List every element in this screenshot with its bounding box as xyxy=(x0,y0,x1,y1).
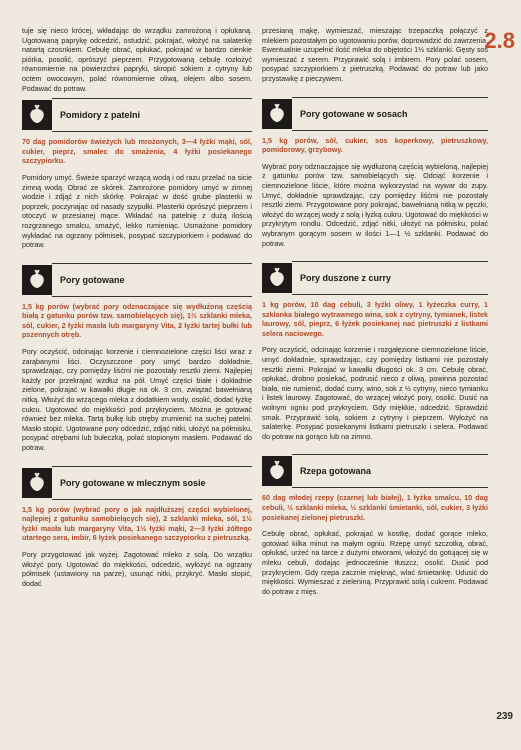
recipe-title: Pory gotowane w mlecznym sosie xyxy=(60,477,206,488)
ingredients-text: 60 dag młodej rzepy (czarnej lub białej), 1 łyżka smalcu, 10 dag cebuli, ½ szklanki mleka, ½ szklanki śmietanki, sól, cukier, 3 łyżki posiekanej zielonej pietruszki. xyxy=(262,493,488,522)
recipe-header-pomidory xyxy=(22,99,252,131)
recipe-header-pory-w-sosach xyxy=(262,98,488,130)
recipe-body-text: Pory oczyścić, odcinając korzenie i ciemnozielone części liści wraz z zarąbanymi liści. Oczyszczone pory umyć bardzo dokładnie, sprawdzając, czy pomiędzy liśćmi nie pozostały resztki ziemi. Najlepiej każdy por przekrajać wzdłuż na pół. Umyć części białe i dokładnie zielone, pokrajać w kawałki długie na ok. 3 cm, związać bawełnianą nitką. Włożyć do wrzącego mleka z dodatkiem wody, osolić, dodać łyżkę cukru. Ugotować do miękkości pod przykryciem. Można je gotować również bez mleka. Tartą bułkę lub otręby zrumienić na suchej patelni. Masło stopić. Ugotowane pory odcedzić, zdjąć nitki, ułożyć na półmisku, posypać otrębami lub bułeczką, polać stopionym masłem. Podawać do potraw. xyxy=(22,347,252,452)
recipe-title-bar xyxy=(292,261,488,295)
recipe-header-pory-mleczny-sos xyxy=(22,467,252,499)
recipe-header-rzepa xyxy=(262,455,488,487)
recipe-title-bar xyxy=(292,97,488,131)
vegetable-icon xyxy=(262,456,292,486)
recipe-title: Pory gotowane xyxy=(60,274,125,285)
recipe-body-text: Cebulę obrać, opłukać, pokrajać w kostkę, dodać gorące mleko, gotować kilka minut na małym ogniu. Rzepę umyć szczotką, obrać, opłukać, urżeć na tarce z dużymi otworami, włożyć do gotującej się w mleku cebuli, dodając jednocześnie tłuszcz, osolić. Dusić pod przykryciem. Gdy rzepa zacznie mięknąć, wlać śmietankę. Udusić do miękkości. Wymieszać z zieleniną. Przyprawić solą i cukrem. Podawać do potraw z mięs. xyxy=(262,529,488,596)
ingredients-text: 1,5 kg porów (wybrać pory odznaczające się wydłużoną częścią białą z gatunku porów tzw. samobielących się), 1½ szklanki mleka, sól, cukier, 2 łyżki masła lub margaryny Vita, 2 łyżki tartej bułki lub pszennych otręb. xyxy=(22,301,252,340)
vegetable-icon xyxy=(262,263,292,293)
recipe-header-pory-gotowane xyxy=(22,264,252,296)
recipe-title-bar xyxy=(52,98,252,132)
chapter-number: 2.8 xyxy=(484,28,515,53)
ingredients-text: 1,5 kg porów, sól, cukier, sos koperkowy, pietruszkowy, pomidorowy, grzybowy. xyxy=(262,135,488,155)
page-number: 239 xyxy=(496,711,513,722)
vegetable-icon xyxy=(262,99,292,129)
recipe-header-pory-duszone xyxy=(262,262,488,294)
recipe-title-bar xyxy=(52,263,252,297)
vegetable-icon xyxy=(22,100,52,130)
ingredients-text: 1 kg porów, 10 dag cebuli, 3 łyżki oliwy, 1 łyżeczka curry, 1 szklanka białego wytrawnego wina, sok z cytryny, tymianek, listek laurowy, sól, pieprz, 6 łyżek posiekanej nać pietruszki z listkami selera naciowego. xyxy=(262,300,488,338)
recipe-title-bar xyxy=(52,466,252,500)
recipe-title: Pomidory z patelni xyxy=(60,110,141,121)
recipe-body-text: Pory przygotować jak wyżej. Zagotować mleko z solą. Do wrzątku włożyć pory. Ugotować do miękkości, odcedzić, wyłożyć na ogrzany półmisek (ustawiony na parze), usunąć nitki, przykryć. Masło stopić, dodać xyxy=(22,549,252,588)
left-intro-text: tuje się nieco krócej, wkładając do wrządku zamrożoną i opłukaną. Ugotowaną paprykę odcedzić, ostudzić, pokrajać, włożyć na salaterkę natartą czosnkiem. Cebulę obrać, opłukać, pokrajać w bardzo cienkie piórka, posolić, oprószyć pieprzem. Przygotowaną cebulę rozłożyć równomiernie na powierzchni papryki, skropić sokiem z cytryny lub octem owocowym, polać równomiernie oliwą, olejem albo sosem. Podawać do potraw. xyxy=(22,26,252,93)
recipe-title: Rzepa gotowana xyxy=(300,466,372,477)
left-column xyxy=(22,26,252,588)
recipe-title: Pory duszone z curry xyxy=(300,273,392,284)
recipe-body-text: Pory oczyścić, odcinając korzenie i rozgałęzione ciemnozielone liście, umyć dokładnie, sprawdzając, czy pomiędzy listkami nie pozostały resztki ziemi. Pokrajać w kawałki długości ok. 3 cm. Cebulę obrać, opłukać, drobno posiekać, podrusić nieco z oliwą, powinna pozostać biała, nie rumienić, dodać curry, wino, sok z ½ cytryny, nieco tymianku i listek laurowy. Zagotować, do wrzącej włożyć pory, osolić. Dusić na wolnym ogniu pod przykryciem. Gdy miękkie, odcedzić. Sprawdzić smak. Przyprawić solą, sokiem z cytryny i pieprzem. Wyłożyć na salaterkę. Posypać posiekanymi listkami pietruszki i selera. Podawać do potraw na gorąco lub na zimno. xyxy=(262,345,488,441)
recipe-body-text: Wybrać pory odznaczające się wydłużoną częścią wybieloną, najlepiej z gatunku porów tzw. samobielących się. Odciąć korzenie i ciemnozielone liście, które można wykorzystać na wywar do zupy. Umyć, dokładnie sprawdzając, czy pomiędzy liśćmi nie pozostały resztki ziemi. Przygotowane pory pokrajać, bawełnianą nitką w pęczki, włożyć do wrzącej wody z solą i łyżką cukru. Ugotować do miękkości w przykrytym rondlu. Odcedzić, zdjąć nitki, ułożyć na półmisku, polać wybranym gorącym sosem w ilości 1—1 ½ szklanki. Podawać do potraw. xyxy=(262,161,488,248)
vegetable-icon xyxy=(22,265,52,295)
right-intro-text: przesianą mąkę, wymieszać, mieszając trzepaczką połączyć z mlekiem pozostałym po ugotowaniu porów, doprowadzić do zawrzenia. Ewentualnie uzupełnić ilość mleka do objętości 1½ szklanki. Gęsty sos wymieszać z serem. Przyprawić solą i imbirem. Pory polać sosem, posypać szczypiorkiem z pietruszką. Podawać do potraw lub jako przystawkę z pieczywem. xyxy=(262,26,488,83)
ingredients-text: 70 dag pomidorów świeżych lub mrożonych, 3—4 łyżki mąki, sól, cukier, pieprz, smalec do smażenia, 4 łyżki posiekanego szczypiorku. xyxy=(22,137,252,166)
vegetable-icon xyxy=(22,468,52,498)
recipe-title: Pory gotowane w sosach xyxy=(300,108,408,119)
ingredients-text: 1,5 kg porów (wybrać pory o jak najdłuższej części wybielonej, najlepiej z gatunku samobielących się), 2 szklanki mleka, sól, 1½ łyżki masła lub margaryny Vita, 1½ łyżki mąki, 2—3 łyżki żółtego utartego sera, imbir, 6 łyżek posiekanego szczypiorku z pietruszką. xyxy=(22,504,252,543)
recipe-title-bar xyxy=(292,454,488,488)
recipe-body-text: Pomidory umyć. Świeże sparzyć wrzącą wodą i od razu przelać na sicie zimną wodą. Obrać ze skórek. Zamrożone pomidory umyć w zimnej wodzie i zdjąć z nich skórkę. Pokrajać w dość grube plasterki w poprzek, poczynając od nasady szypułki. Plasterki oprószyć pieprzem i otoczyć w przesianej mące. Wkładać na patelnię z dużą ilością rozgrzanego smalcu, smażyć, lekko rumieniąc. Usmażone pomidory wykładać na ogrzany półmisek, posypać szczypiorkiem i podawać do potraw. xyxy=(22,172,252,250)
right-column xyxy=(262,26,488,596)
